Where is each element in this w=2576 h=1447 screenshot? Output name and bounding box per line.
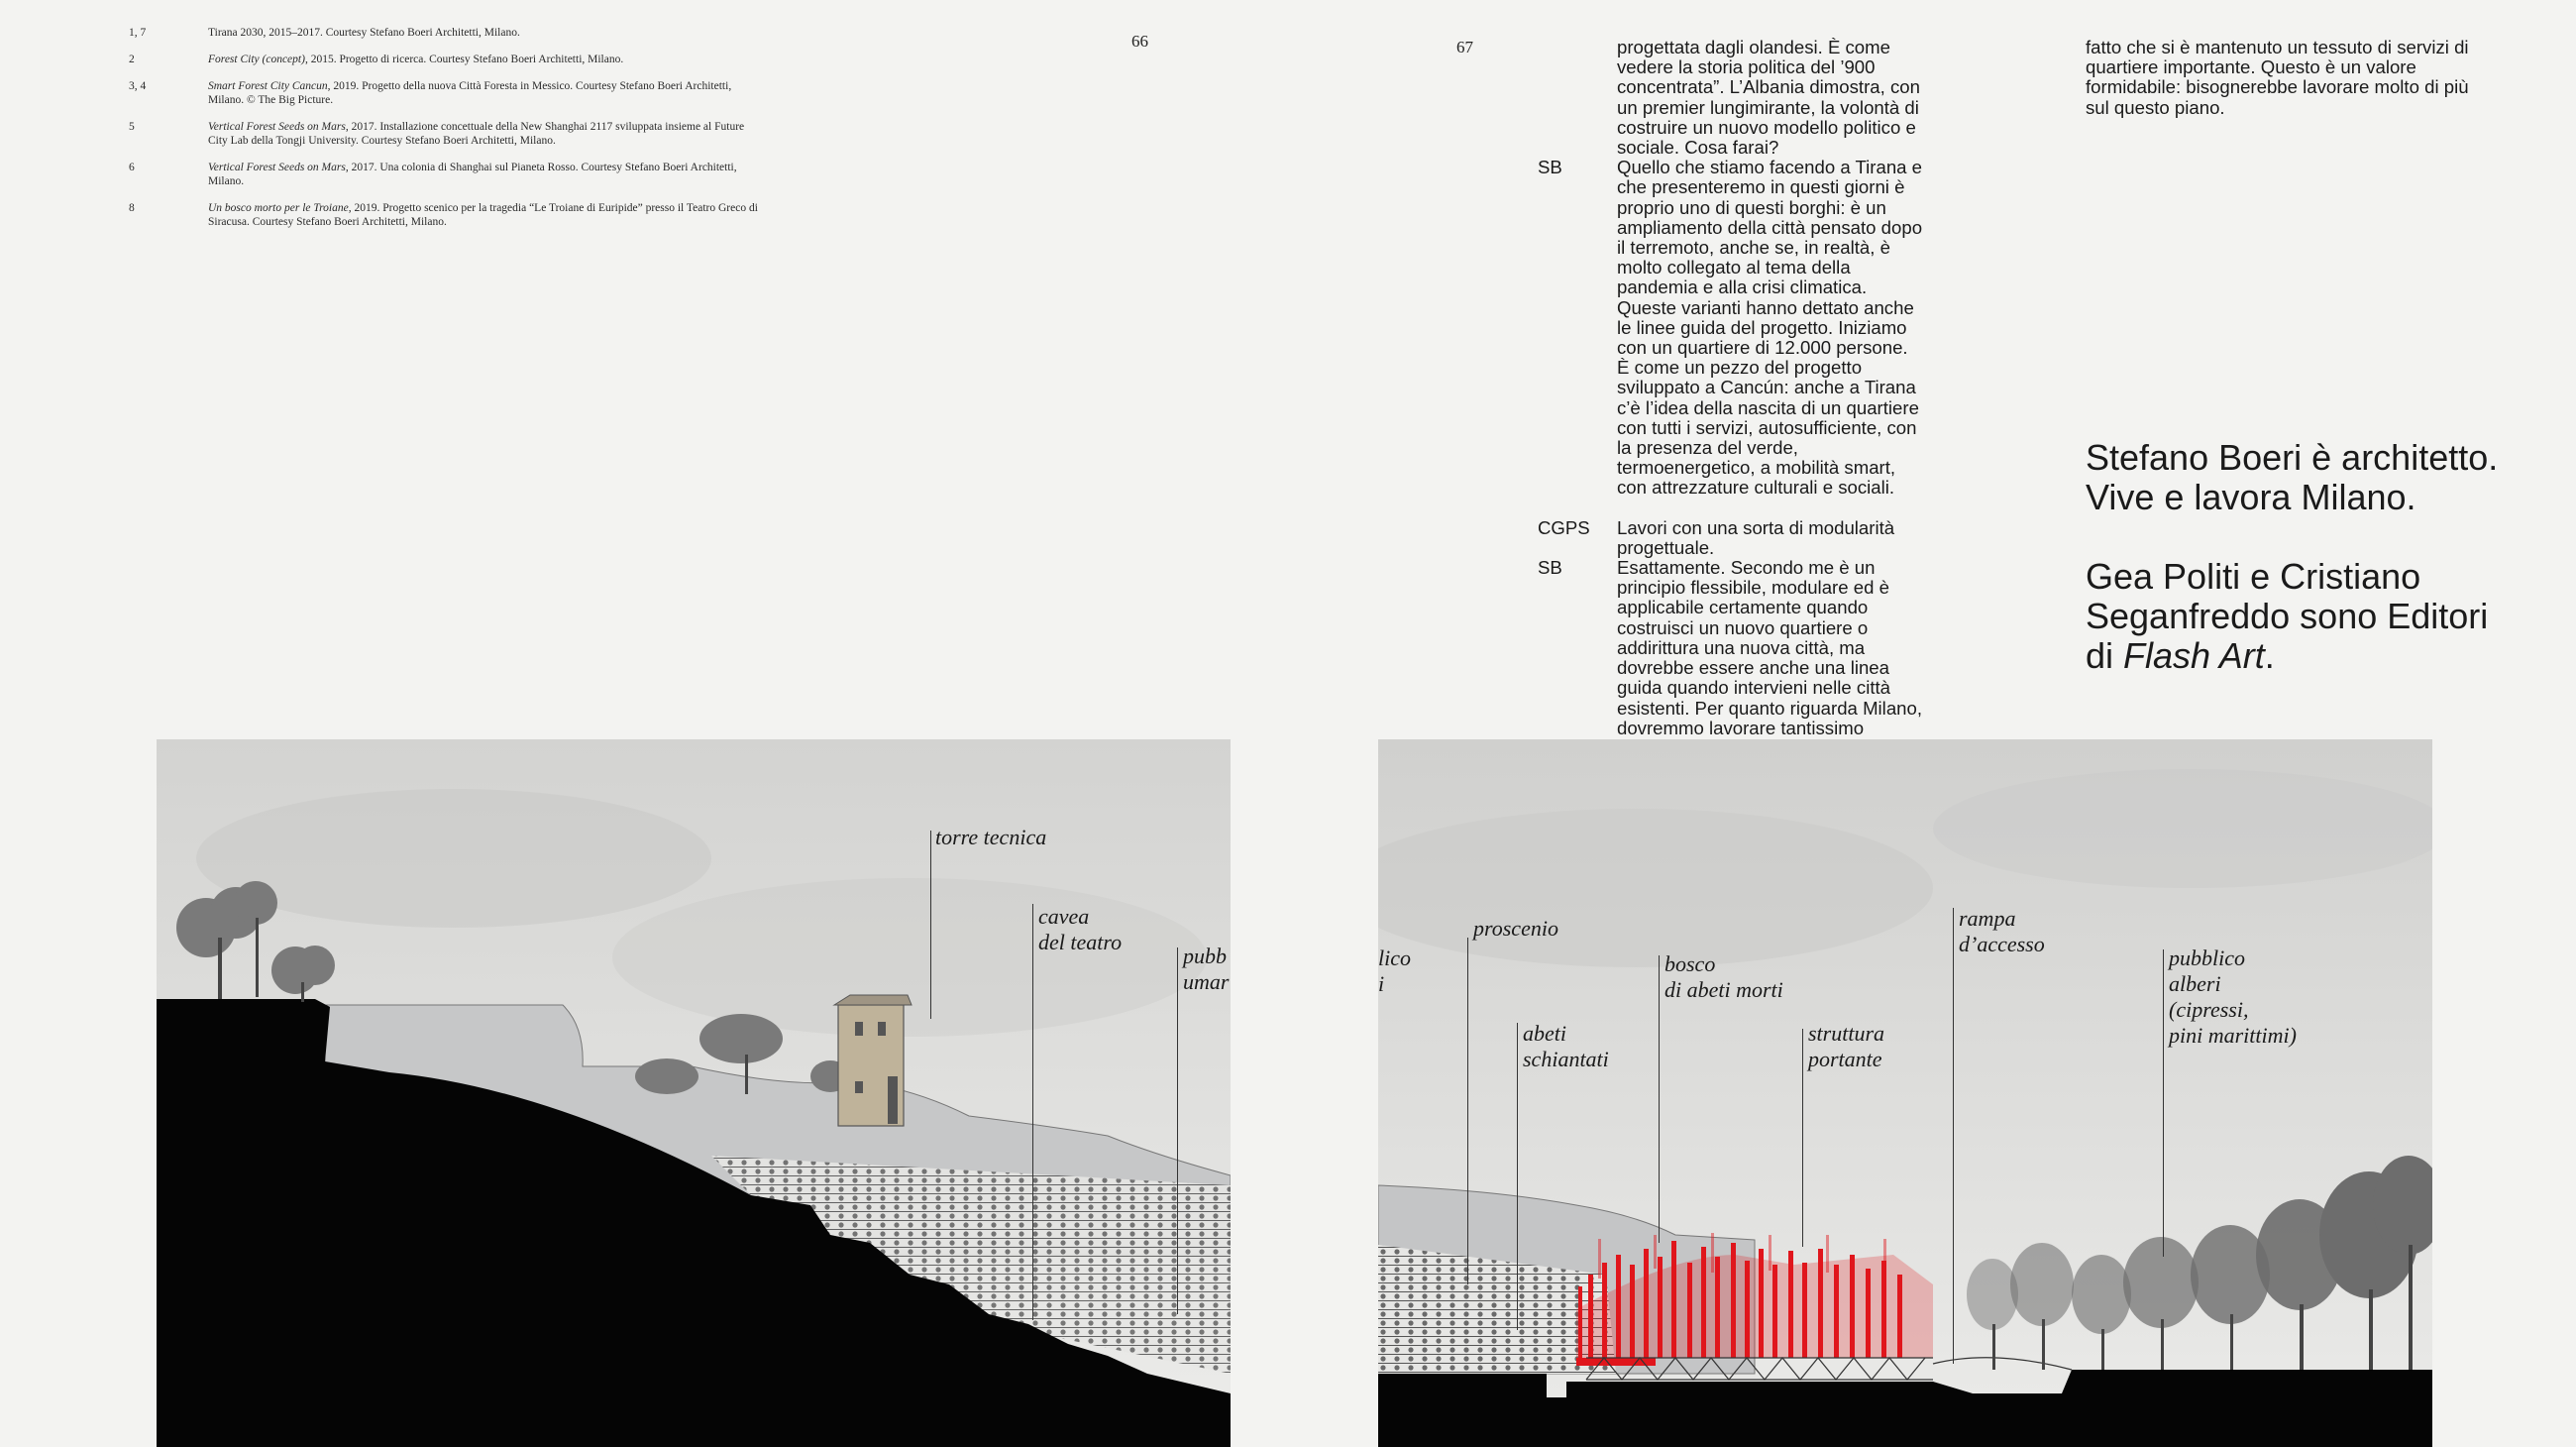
- caption-row: [129, 120, 763, 148]
- label-torre-tecnica: torre tecnica: [935, 825, 1047, 849]
- technical-tower: [834, 995, 912, 1126]
- speaker-label: CGPS: [1538, 516, 1590, 538]
- caption-number: 8: [129, 202, 135, 214]
- label-struttura-portante: struttura portante: [1808, 1021, 1885, 1071]
- bio-editors: [2086, 557, 2502, 676]
- leader-line: [1517, 1023, 1518, 1330]
- contributor-bio: [2086, 438, 2502, 716]
- caption-detail: , 2019. Progetto della nuova Città Foresta in Messico. Courtesy Stefano Boeri Architetti, Milano. © The Big Picture.: [208, 80, 732, 106]
- theatre-section-drawing-left: [157, 739, 1231, 1447]
- speaker-text: Lavori con una sorta di modularità progettuale.: [1617, 516, 1895, 558]
- label-bosco-di-abeti-morti: bosco di abeti morti: [1664, 951, 1783, 1002]
- caption-number: 3, 4: [129, 80, 147, 92]
- caption-detail: , 2017. Installazione concettuale della New Shanghai 2117 sviluppata insieme al Future City Lab della Tongji University. Courtesy Stefano Boeri Architetti, Milano.: [208, 121, 745, 147]
- interview-paragraph: progettata dagli olandesi. È come vedere la storia politica del ’900 concentrata”. L’Albania dimostra, con un premier lungimirante, la volontà di costruire un nuovo modello politico e sociale. Cosa farai?: [1617, 37, 1920, 159]
- section-illustration: [157, 739, 1231, 1447]
- right-page: [1288, 0, 2576, 1447]
- leader-line: [1467, 938, 1468, 1284]
- leader-line: [930, 831, 931, 1019]
- label-abeti-schiantati: abeti schiantati: [1523, 1021, 1609, 1071]
- label-pubblico-umano: pubb umar: [1183, 944, 1230, 994]
- caption-number: 5: [129, 121, 135, 133]
- theatre-section-drawing-right: [1378, 739, 2432, 1447]
- label-proscenio: proscenio: [1473, 916, 1558, 941]
- bio-architect: Stefano Boeri è architetto. Vive e lavora Milano.: [2086, 437, 2499, 517]
- caption-detail: , 2015. Progetto di ricerca. Courtesy Stefano Boeri Architetti, Milano.: [304, 54, 624, 65]
- speaker-text: Quello che stiamo facendo a Tirana e che presenteremo in questi giorni è proprio uno di questi borghi: è un ampliamento della città pensato dopo il terremoto, anche se, in realtà, è molto collegato al tema della pandemia e alla crisi climatica. Queste varianti hanno dettato anche le linee guida del progetto. Iniziamo con un quartiere di 12.000 persone. È come un pezzo del progetto sviluppato a Cancún: anche a Tirana c’è l’idea della nascita di un quartiere con tutti i servizi, autosufficiente, con la presenza del verde, termoenergetico, a mobilità smart, con attrezzature culturali e sociali.: [1617, 157, 1923, 499]
- leader-line: [1032, 904, 1033, 1320]
- leader-line: [1659, 955, 1660, 1243]
- caption-text: [208, 53, 763, 66]
- label-cavea-del-teatro: cavea del teatro: [1038, 904, 1123, 954]
- caption-text: [208, 161, 763, 188]
- leader-line: [1802, 1029, 1803, 1247]
- magazine-name: Flash Art: [2123, 635, 2265, 676]
- caption-number: 2: [129, 54, 135, 65]
- page-number: 67: [1456, 38, 1473, 56]
- caption-work-title: Vertical Forest Seeds on Mars: [208, 121, 346, 133]
- leader-line: [1177, 947, 1178, 1314]
- page-number: 66: [1131, 32, 1148, 51]
- caption-text: [208, 79, 763, 107]
- leader-line: [2163, 949, 2164, 1257]
- caption-number: 6: [129, 162, 135, 173]
- bio-editors-text: Gea Politi e Cristiano Seganfreddo sono Editori di: [2086, 556, 2489, 676]
- caption-number: 1, 7: [129, 27, 147, 39]
- section-illustration: [1378, 739, 2432, 1447]
- image-captions: [129, 26, 763, 242]
- label-pubblico-cut: lico i: [1378, 946, 1411, 996]
- bio-editors-end: .: [2264, 635, 2275, 676]
- caption-text: Tirana 2030, 2015–2017. Courtesy Stefano Boeri Architetti, Milano.: [208, 27, 520, 39]
- caption-detail: , 2017. Una colonia di Shanghai sul Pianeta Rosso. Courtesy Stefano Boeri Architetti, Milano.: [208, 162, 737, 187]
- speaker-label: SB: [1538, 557, 1562, 579]
- caption-text: [208, 120, 763, 148]
- interview-column-2: fatto che si è mantenuto un tessuto di servizi di quartiere importante. Questo è un valore formidabile: bisognerebbe lavorare molto di più sul questo piano.: [2086, 37, 2469, 118]
- caption-work-title: Smart Forest City Cancun: [208, 80, 328, 92]
- caption-work-title: Forest City (concept): [208, 54, 305, 65]
- caption-work-title: Un bosco morto per le Troiane: [208, 202, 349, 214]
- interview-turn: [1538, 518, 1924, 558]
- leader-line: [1953, 908, 1954, 1364]
- interview-turn: [1538, 158, 1924, 498]
- caption-row: [129, 161, 763, 188]
- caption-row: [129, 26, 763, 40]
- caption-row: [129, 53, 763, 66]
- label-rampa-d-accesso: rampa d’accesso: [1959, 906, 2045, 956]
- speaker-text: Esattamente. Secondo me è un principio flessibile, modulare ed è applicabile certamente quando costruisci un nuovo quartiere o addirittura una nuova città, ma dovrebbe essere anche una linea guida quando intervieni nelle città esistenti. Per quanto riguarda Milano, dovremmo lavorare tantissimo: [1617, 557, 1923, 738]
- speaker-label: SB: [1538, 157, 1562, 178]
- caption-work-title: Vertical Forest Seeds on Mars: [208, 162, 346, 173]
- interview-column-1: [1538, 38, 1924, 858]
- caption-text: [208, 201, 763, 229]
- caption-detail: , 2019. Progetto scenico per la tragedia “Le Troiane di Euripide” presso il Teatro Greco di Siracusa. Courtesy Stefano Boeri Architetti, Milano.: [208, 202, 758, 228]
- caption-row: [129, 79, 763, 107]
- caption-row: [129, 201, 763, 229]
- label-pubblico-alberi: pubblico alberi (cipressi, pini marittimi): [2169, 946, 2297, 1048]
